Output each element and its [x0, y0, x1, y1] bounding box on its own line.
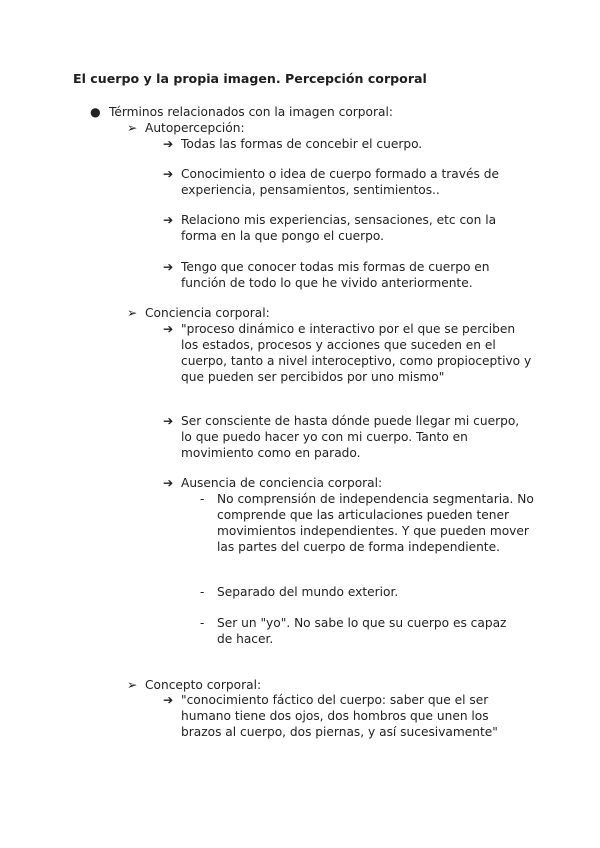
- arrowhead-icon: ➢: [127, 678, 138, 692]
- arrow-right-icon: ➔: [163, 322, 174, 336]
- dash-icon: -: [200, 616, 205, 630]
- section-heading-autopercepcion: Autopercepción:: [145, 121, 245, 135]
- sub-list-item: Separado del mundo exterior.: [217, 585, 399, 599]
- list-item: Ausencia de conciencia corporal:: [181, 476, 383, 490]
- sub-list-item: Ser un "yo". No sabe lo que su cuerpo es capaz de hacer.: [217, 616, 507, 646]
- main-bullet-text: Términos relacionados con la imagen corporal:: [109, 105, 393, 119]
- dash-icon: -: [200, 585, 205, 599]
- document-title: El cuerpo y la propia imagen. Percepción corporal: [73, 71, 427, 86]
- arrow-right-icon: ➔: [163, 213, 174, 227]
- arrow-right-icon: ➔: [163, 693, 174, 707]
- bullet-dot-icon: ●: [90, 105, 101, 119]
- list-item: Conocimiento o idea de cuerpo formado a través de experiencia, pensamientos, sentimientos..: [181, 167, 499, 197]
- arrowhead-icon: ➢: [127, 121, 138, 135]
- list-item: "proceso dinámico e interactivo por el que se perciben los estados, procesos y acciones que suceden en el cuerpo, tanto a nivel interoceptivo, como propioceptivo y que pueden ser percibidos por uno mismo": [181, 322, 532, 384]
- sub-list-item: No comprensión de independencia segmentaria. No comprende que las articulaciones pueden tener movimientos independientes. Y que pueden mover las partes del cuerpo de forma independiente.: [217, 492, 534, 554]
- dash-icon: -: [200, 492, 205, 506]
- arrow-right-icon: ➔: [163, 167, 174, 181]
- arrow-right-icon: ➔: [163, 476, 174, 490]
- arrow-right-icon: ➔: [163, 137, 174, 151]
- list-item: Tengo que conocer todas mis formas de cuerpo en función de todo lo que he vivido anteriormente.: [181, 260, 490, 290]
- list-item: "conocimiento fáctico del cuerpo: saber que el ser humano tiene dos ojos, dos hombros que unen los brazos al cuerpo, dos piernas, y así sucesivamente": [181, 693, 498, 739]
- arrow-right-icon: ➔: [163, 260, 174, 274]
- arrow-right-icon: ➔: [163, 414, 174, 428]
- list-item: Todas las formas de concebir el cuerpo.: [181, 137, 423, 151]
- list-item: Ser consciente de hasta dónde puede llegar mi cuerpo, lo que puedo hacer yo con mi cuerpo. Tanto en movimiento como en parado.: [181, 414, 520, 460]
- arrowhead-icon: ➢: [127, 306, 138, 320]
- section-heading-concepto: Concepto corporal:: [145, 678, 262, 692]
- section-heading-conciencia: Conciencia corporal:: [145, 306, 270, 320]
- list-item: Relaciono mis experiencias, sensaciones, etc con la forma en la que pongo el cuerpo.: [181, 213, 497, 243]
